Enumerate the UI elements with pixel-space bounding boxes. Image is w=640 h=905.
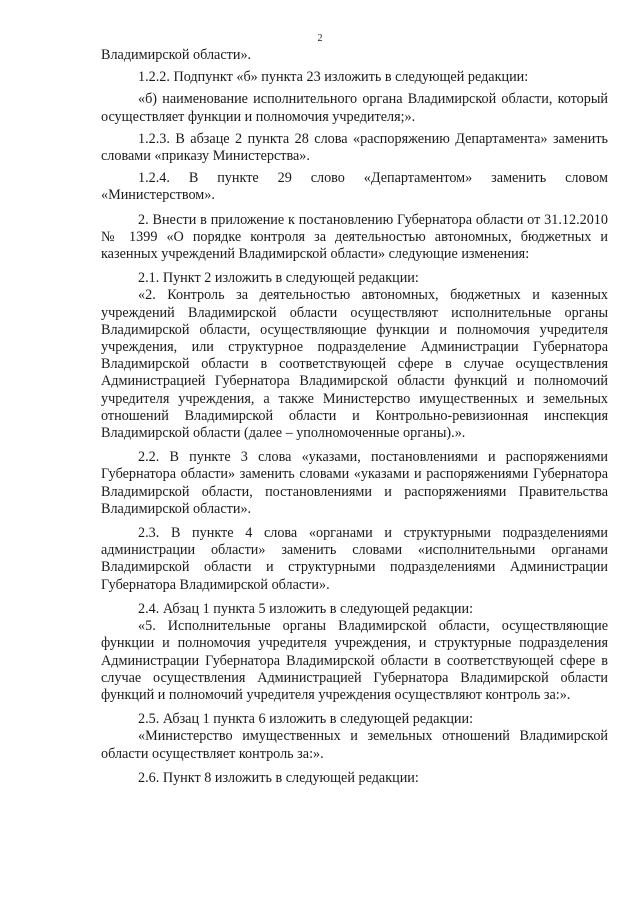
paragraph-1-2-2: 1.2.2. Подпункт «б» пункта 23 изложить в следующей редакции: [138, 69, 529, 86]
paragraph-2-1-quote: «2. Контроль за деятельностью автономных, бюджетных и казенных учреждений Владимирской области осуществляют исполнительные органы Владимирской области, осуществляющие функции и полномочия учредителя учреждения, или структурное подразделение Администрации Губернатора Владимирской области в соответствующей сфере в случае осуществления Администрацией Губернатора Владимирской области функций и полномочий учредителя учреждения, а также Министерство имущественных и земельных отношений Владимирской области и Контрольно-ревизионная инспекция Владимирской области (далее – уполномоченные органы).». [101, 287, 608, 442]
paragraph-2-2: 2.2. В пункте 3 слова «указами, постановлениями и распоряжениями Губернатора области» заменить словами «указами и распоряжениями Губернатора Владимирской области, постановлениями и распоряжениями Правительства Владимирской области». [101, 449, 608, 517]
paragraph-2-6: 2.6. Пункт 8 изложить в следующей редакции: [138, 769, 419, 786]
paragraph-1-2-3: 1.2.3. В абзаце 2 пункта 28 слова «распоряжению Департамента» заменить словами «приказу Министерства». [101, 130, 608, 165]
paragraph-2-3: 2.3. В пункте 4 слова «органами и структурными подразделениями администрации области» заменить словами «исполнительными органами Владимирской области и структурными подразделениями Администрации Губернатора Владимирской области». [101, 525, 608, 593]
paragraph-2-4-quote: «5. Исполнительные органы Владимирской области, осуществляющие функции и полномочия учредителя учреждения, и структурные подразделения Администрации Губернатора Владимирской области в соответствующей сфере в случае осуществления Администрацией Губернатора Владимирской области функций и полномочий учредителя учреждения осуществляют контроль за:». [101, 618, 608, 703]
paragraph-2: 2. Внести в приложение к постановлению Губернатора области от 31.12.2010 № 1399 «О порядке контроля за деятельностью автономных, бюджетных и казенных учреждений Владимирской области» следующие изменения: [101, 211, 608, 263]
page-number: 2 [317, 33, 323, 44]
document-body [101, 47, 608, 787]
paragraph-2-1: 2.1. Пункт 2 изложить в следующей редакции: [138, 270, 419, 287]
paragraph-2-4: 2.4. Абзац 1 пункта 5 изложить в следующей редакции: [138, 600, 474, 617]
paragraph-1-2-2-quote: «б) наименование исполнительного органа Владимирской области, который осуществляет функции и полномочия учредителя;». [101, 91, 608, 125]
paragraph-1-2-4: 1.2.4. В пункте 29 слово «Департаментом» заменить словом «Министерством». [101, 170, 608, 204]
paragraph-continuation: Владимирской области». [101, 47, 252, 63]
paragraph-2-5: 2.5. Абзац 1 пункта 6 изложить в следующей редакции: [138, 711, 474, 728]
paragraph-2-5-quote: «Министерство имущественных и земельных отношений Владимирской области осуществляет контроль за:». [101, 728, 608, 762]
